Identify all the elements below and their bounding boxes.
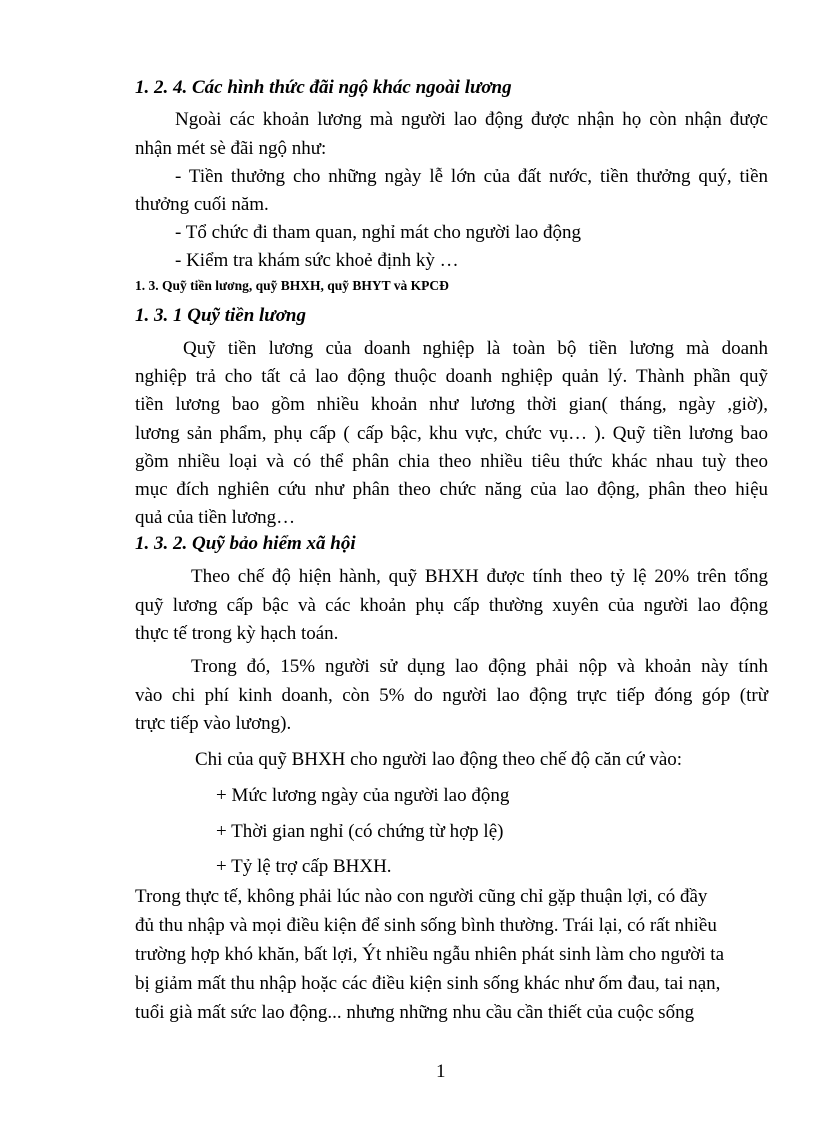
paragraph-line: thưởng cuối năm. xyxy=(135,194,269,215)
paragraph-line: tuổi già mất sức lao động... nhưng những nhu cầu cần thiết của cuộc sống xyxy=(135,1002,695,1023)
paragraph-line: Quỹ tiền lương của doanh nghiệp là toàn bộ tiền lương mà doanh xyxy=(183,338,768,359)
list-item: - Tổ chức đi tham quan, nghỉ mát cho người lao động xyxy=(175,222,581,243)
page-number: 1 xyxy=(436,1061,446,1082)
paragraph-line: vào chi phí kinh doanh, còn 5% do người lao động trực tiếp đóng góp (trừ xyxy=(135,685,768,706)
paragraph-line: mục đích nghiên cứu như phân theo chức năng của lao động, phân theo hiệu xyxy=(135,479,768,500)
paragraph-line: đủ thu nhập và mọi điều kiện để sinh sống bình thường. Trái lại, có rất nhiều xyxy=(135,915,717,936)
heading-1-3-2: 1. 3. 2. Quỹ bảo hiểm xã hội xyxy=(135,533,356,554)
paragraph-line: quả của tiền lương… xyxy=(135,507,296,528)
paragraph-line: bị giảm mất thu nhập hoặc các điều kiện sinh sống khác như ốm đau, tai nạn, xyxy=(135,973,721,994)
bullet-item: + Mức lương ngày của người lao động xyxy=(216,785,510,806)
paragraph-line: Trong đó, 15% người sử dụng lao động phải nộp và khoản này tính xyxy=(191,656,768,677)
bullet-item: + Tỷ lệ trợ cấp BHXH. xyxy=(216,856,392,877)
paragraph-line: Trong thực tế, không phải lúc nào con người cũng chỉ gặp thuận lợi, có đầy xyxy=(135,886,708,907)
paragraph-line: Chi của quỹ BHXH cho người lao động theo chế độ căn cứ vào: xyxy=(195,749,683,770)
paragraph-line: nhận mét sè đãi ngộ như: xyxy=(135,138,327,159)
paragraph-line: nghiệp trả cho tất cả lao động thuộc doanh nghiệp quản lý. Thành phần quỹ xyxy=(135,366,768,387)
list-item: - Kiểm tra khám sức khoẻ định kỳ … xyxy=(175,250,459,271)
paragraph-line: lương sản phẩm, phụ cấp ( cấp bậc, khu vực, chức vụ… ). Quỹ tiền lương bao xyxy=(135,423,768,444)
paragraph-line: thực tế trong kỳ hạch toán. xyxy=(135,623,339,644)
paragraph-line: Theo chế độ hiện hành, quỹ BHXH được tính theo tỷ lệ 20% trên tổng xyxy=(191,566,768,587)
paragraph-line: trực tiếp vào lương). xyxy=(135,713,292,734)
paragraph-line: gồm nhiều loại và có thể phân chia theo nhiều tiêu thức khác nhau tuỳ theo xyxy=(135,451,768,472)
bullet-item: + Thời gian nghỉ (có chứng từ hợp lệ) xyxy=(216,821,504,842)
paragraph-line: Ngoài các khoản lương mà người lao động được nhận họ còn nhận được xyxy=(175,109,768,130)
heading-1-3-1: 1. 3. 1 Quỹ tiền lương xyxy=(135,305,306,326)
list-item: - Tiền thưởng cho những ngày lễ lớn của đất nước, tiền thưởng quý, tiền xyxy=(175,166,768,187)
paragraph-line: quỹ lương cấp bậc và các khoản phụ cấp thường xuyên của người lao động xyxy=(135,595,768,616)
heading-1-2-4: 1. 2. 4. Các hình thức đãi ngộ khác ngoài lương xyxy=(135,77,512,98)
heading-1-3: 1. 3. Quỹ tiền lương, quỹ BHXH, quỹ BHYT và KPCĐ xyxy=(135,278,449,293)
paragraph-line: tiền lương bao gồm nhiều khoản như lương thời gian( tháng, ngày ,giờ), xyxy=(135,394,768,415)
paragraph-line: trường hợp khó khăn, bất lợi, Ýt nhiều ngẫu nhiên phát sinh làm cho người ta xyxy=(135,944,724,965)
